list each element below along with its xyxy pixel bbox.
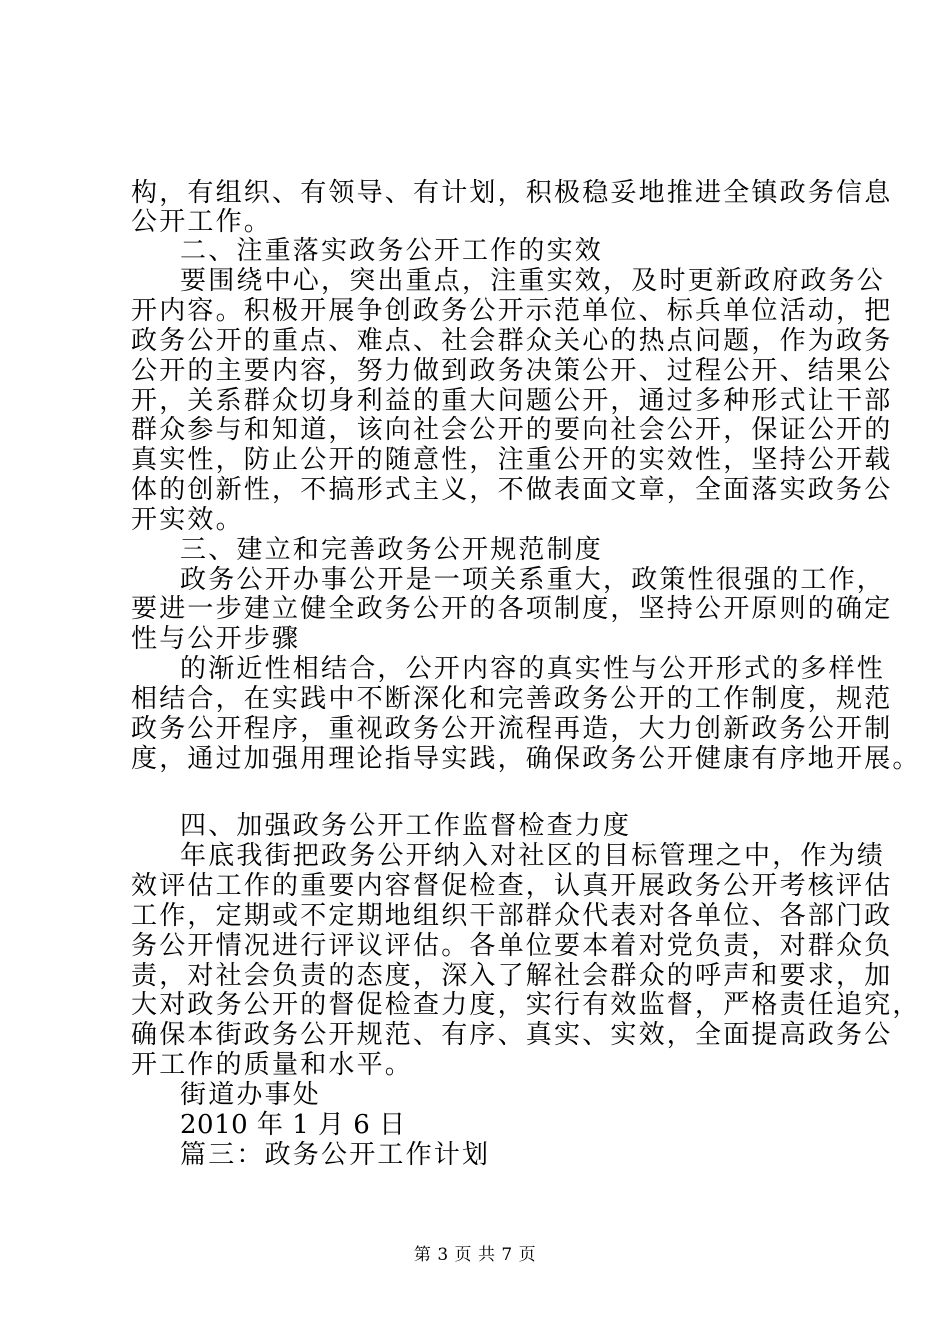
body-text-line: 工作，定期或不定期地组织干部群众代表对各单位、各部门政 xyxy=(131,901,893,931)
body-text-line: 要进一步建立健全政务公开的各项制度，坚持公开原则的确定 xyxy=(131,594,893,624)
signature-organization: 街道办事处 xyxy=(180,1080,322,1110)
body-text-line: 真实性，防止公开的随意性，注重公开的实效性，坚持公开载 xyxy=(131,445,893,475)
body-text-line: 确保本街政务公开规范、有序、真实、实效，全面提高政务公 xyxy=(131,1020,893,1050)
body-text-line: 群众参与和知道，该向社会公开的要向社会公开，保证公开的 xyxy=(131,415,893,445)
body-text-line: 开工作的质量和水平。 xyxy=(131,1050,414,1080)
body-text-line: 相结合，在实践中不断深化和完善政务公开的工作制度，规范 xyxy=(131,684,893,714)
section-heading-3: 三、建立和完善政务公开规范制度 xyxy=(180,535,604,565)
body-text-line: 务公开情况进行评议评估。各单位要本着对党负责，对群众负 xyxy=(131,931,893,961)
body-text-line: 要围绕中心，突出重点，注重实效，及时更新政府政务公 xyxy=(180,266,886,296)
body-text-line: 政务公开办事公开是一项关系重大，政策性很强的工作， xyxy=(180,565,886,595)
signature-date: 2010 年 1 月 6 日 xyxy=(180,1110,406,1140)
section-heading-4: 四、加强政务公开工作监督检查力度 xyxy=(180,811,632,841)
body-text-line: 构，有组织、有领导、有计划，积极稳妥地推进全镇政务信息 xyxy=(131,178,893,208)
body-text-line: 体的创新性，不搞形式主义，不做表面文章，全面落实政务公 xyxy=(131,475,893,505)
body-text-line: 年底我街把政务公开纳入对社区的目标管理之中，作为绩 xyxy=(180,841,886,871)
body-text-line: 的渐近性相结合，公开内容的真实性与公开形式的多样性 xyxy=(180,654,886,684)
body-text-line: 大对政务公开的督促检查力度，实行有效监督，严格责任追究， xyxy=(131,990,921,1020)
body-text-line: 责，对社会负责的态度，深入了解社会群众的呼声和要求，加 xyxy=(131,961,893,991)
body-text-line: 度，通过加强用理论指导实践，确保政务公开健康有序地开展。 xyxy=(131,744,921,774)
body-text-line: 公开的主要内容，努力做到政务决策公开、过程公开、结果公 xyxy=(131,356,893,386)
page-number-footer: 第 3 页 共 7 页 xyxy=(413,1245,537,1265)
body-text-line: 性与公开步骤 xyxy=(131,624,301,654)
body-text-line: 开内容。积极开展争创政务公开示范单位、标兵单位活动，把 xyxy=(131,296,893,326)
body-text-line: 政务公开程序，重视政务公开流程再造，大力创新政务公开制 xyxy=(131,714,893,744)
body-text-line: 效评估工作的重要内容督促检查，认真开展政务公开考核评估 xyxy=(131,871,893,901)
body-text-line: 开，关系群众切身利益的重大问题公开，通过多种形式让干部 xyxy=(131,386,893,416)
body-text-line: 公开工作。 xyxy=(131,207,273,237)
section-heading-2: 二、注重落实政务公开工作的实效 xyxy=(180,236,604,266)
body-text-line: 政务公开的重点、难点、社会群众关心的热点问题，作为政务 xyxy=(131,326,893,356)
body-text-line: 开实效。 xyxy=(131,505,244,535)
next-section-title: 篇三：政务公开工作计划 xyxy=(180,1140,491,1170)
